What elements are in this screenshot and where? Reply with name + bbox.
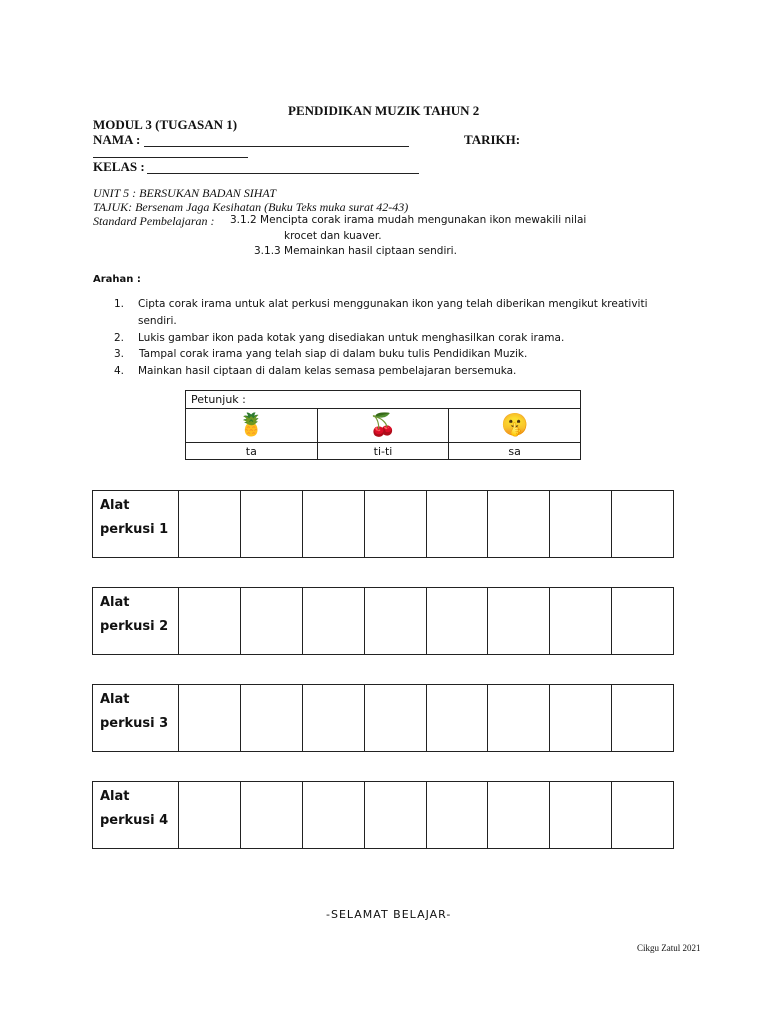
rhythm-cell[interactable] <box>365 685 427 751</box>
petunjuk-table <box>185 390 581 460</box>
rhythm-cell[interactable] <box>365 588 427 654</box>
rhythm-cell[interactable] <box>427 782 489 848</box>
list-number: 2. <box>114 332 125 344</box>
rhythm-cell[interactable] <box>488 685 550 751</box>
standard-item: 3.1.2 Mencipta corak irama mudah mengunakan ikon mewakili nilai <box>230 214 587 226</box>
grid-label-line: Alat <box>100 498 130 513</box>
grid-label-line: perkusi 4 <box>100 813 169 828</box>
value-ti-ti: ti-ti <box>317 443 449 460</box>
standard-item-cont: krocet dan kuaver. <box>284 230 382 242</box>
rhythm-cell[interactable] <box>550 491 612 557</box>
tarikh-label: TARIKH: <box>464 132 521 147</box>
grid-label-line: Alat <box>100 789 130 804</box>
grid-label-line: Alat <box>100 595 130 610</box>
grid-label <box>93 685 179 751</box>
grid-label-line: perkusi 1 <box>100 522 169 537</box>
nama-label: NAMA : <box>93 132 141 147</box>
grid-label-line: perkusi 2 <box>100 619 169 634</box>
tarikh-field[interactable] <box>93 157 248 158</box>
kelas-label: KELAS : <box>93 159 145 174</box>
rhythm-cell[interactable] <box>612 685 673 751</box>
standard-item: 3.1.3 Memainkan hasil ciptaan sendiri. <box>254 245 457 257</box>
kelas-field[interactable] <box>147 173 419 174</box>
rhythm-cell[interactable] <box>303 491 365 557</box>
list-item: Mainkan hasil ciptaan di dalam kelas semasa pembelajaran bersemuka. <box>138 365 517 377</box>
value-sa: sa <box>449 443 581 460</box>
rhythm-cell[interactable] <box>179 588 241 654</box>
list-item: Lukis gambar ikon pada kotak yang disediakan untuk menghasilkan corak irama. <box>138 332 565 344</box>
module-label: MODUL 3 (TUGASAN 1) <box>93 117 238 132</box>
rhythm-cell[interactable] <box>303 685 365 751</box>
rhythm-grid-4 <box>92 781 674 849</box>
rhythm-cell[interactable] <box>488 588 550 654</box>
closing-text: -SELAMAT BELAJAR- <box>326 908 452 921</box>
rhythm-cell[interactable] <box>550 588 612 654</box>
petunjuk-label: Petunjuk : <box>186 391 581 409</box>
pineapple-icon: 🍍 <box>237 413 266 438</box>
rhythm-cell[interactable] <box>612 782 673 848</box>
grid-label-line: Alat <box>100 692 130 707</box>
rhythm-cell[interactable] <box>550 685 612 751</box>
grid-label <box>93 588 179 654</box>
value-ta: ta <box>186 443 318 460</box>
rhythm-cell[interactable] <box>241 685 303 751</box>
rhythm-cell[interactable] <box>612 588 673 654</box>
list-number: 3. <box>114 348 125 360</box>
rhythm-cell[interactable] <box>488 782 550 848</box>
shushing-face-icon: 🤫 <box>500 413 529 438</box>
list-number: 4. <box>114 365 125 377</box>
rhythm-cell[interactable] <box>365 782 427 848</box>
rhythm-grid-3 <box>92 684 674 752</box>
list-item-cont: sendiri. <box>138 315 177 327</box>
grid-label-line: perkusi 3 <box>100 716 169 731</box>
rhythm-cell[interactable] <box>612 491 673 557</box>
unit-text: UNIT 5 : BERSUKAN BADAN SIHAT <box>93 186 276 200</box>
rhythm-cell[interactable] <box>427 685 489 751</box>
grid-label <box>93 782 179 848</box>
rhythm-cell[interactable] <box>241 588 303 654</box>
page-title: PENDIDIKAN MUZIK TAHUN 2 <box>288 103 480 118</box>
rhythm-cell[interactable] <box>303 588 365 654</box>
nama-field[interactable] <box>144 146 409 147</box>
list-number: 1. <box>114 298 125 310</box>
cherries-icon: 🍒 <box>369 413 397 438</box>
rhythm-cell[interactable] <box>179 491 241 557</box>
tajuk-text: TAJUK: Bersenam Jaga Kesihatan (Buku Teks muka surat 42-43) <box>93 200 409 214</box>
rhythm-cell[interactable] <box>241 782 303 848</box>
rhythm-cell[interactable] <box>550 782 612 848</box>
rhythm-cell[interactable] <box>179 782 241 848</box>
credit-text: Cikgu Zatul 2021 <box>637 943 701 953</box>
rhythm-cell[interactable] <box>488 491 550 557</box>
rhythm-grid-2 <box>92 587 674 655</box>
rhythm-cell[interactable] <box>427 588 489 654</box>
grid-label <box>93 491 179 557</box>
rhythm-cell[interactable] <box>179 685 241 751</box>
standard-label: Standard Pembelajaran : <box>93 214 215 228</box>
list-item: Tampal corak irama yang telah siap di dalam buku tulis Pendidikan Muzik. <box>139 348 528 360</box>
rhythm-cell[interactable] <box>427 491 489 557</box>
rhythm-grid-1 <box>92 490 674 558</box>
list-item: Cipta corak irama untuk alat perkusi menggunakan ikon yang telah diberikan mengikut kreativiti <box>138 298 648 310</box>
rhythm-cell[interactable] <box>303 782 365 848</box>
rhythm-cell[interactable] <box>365 491 427 557</box>
rhythm-cell[interactable] <box>241 491 303 557</box>
arahan-label: Arahan : <box>93 274 141 285</box>
